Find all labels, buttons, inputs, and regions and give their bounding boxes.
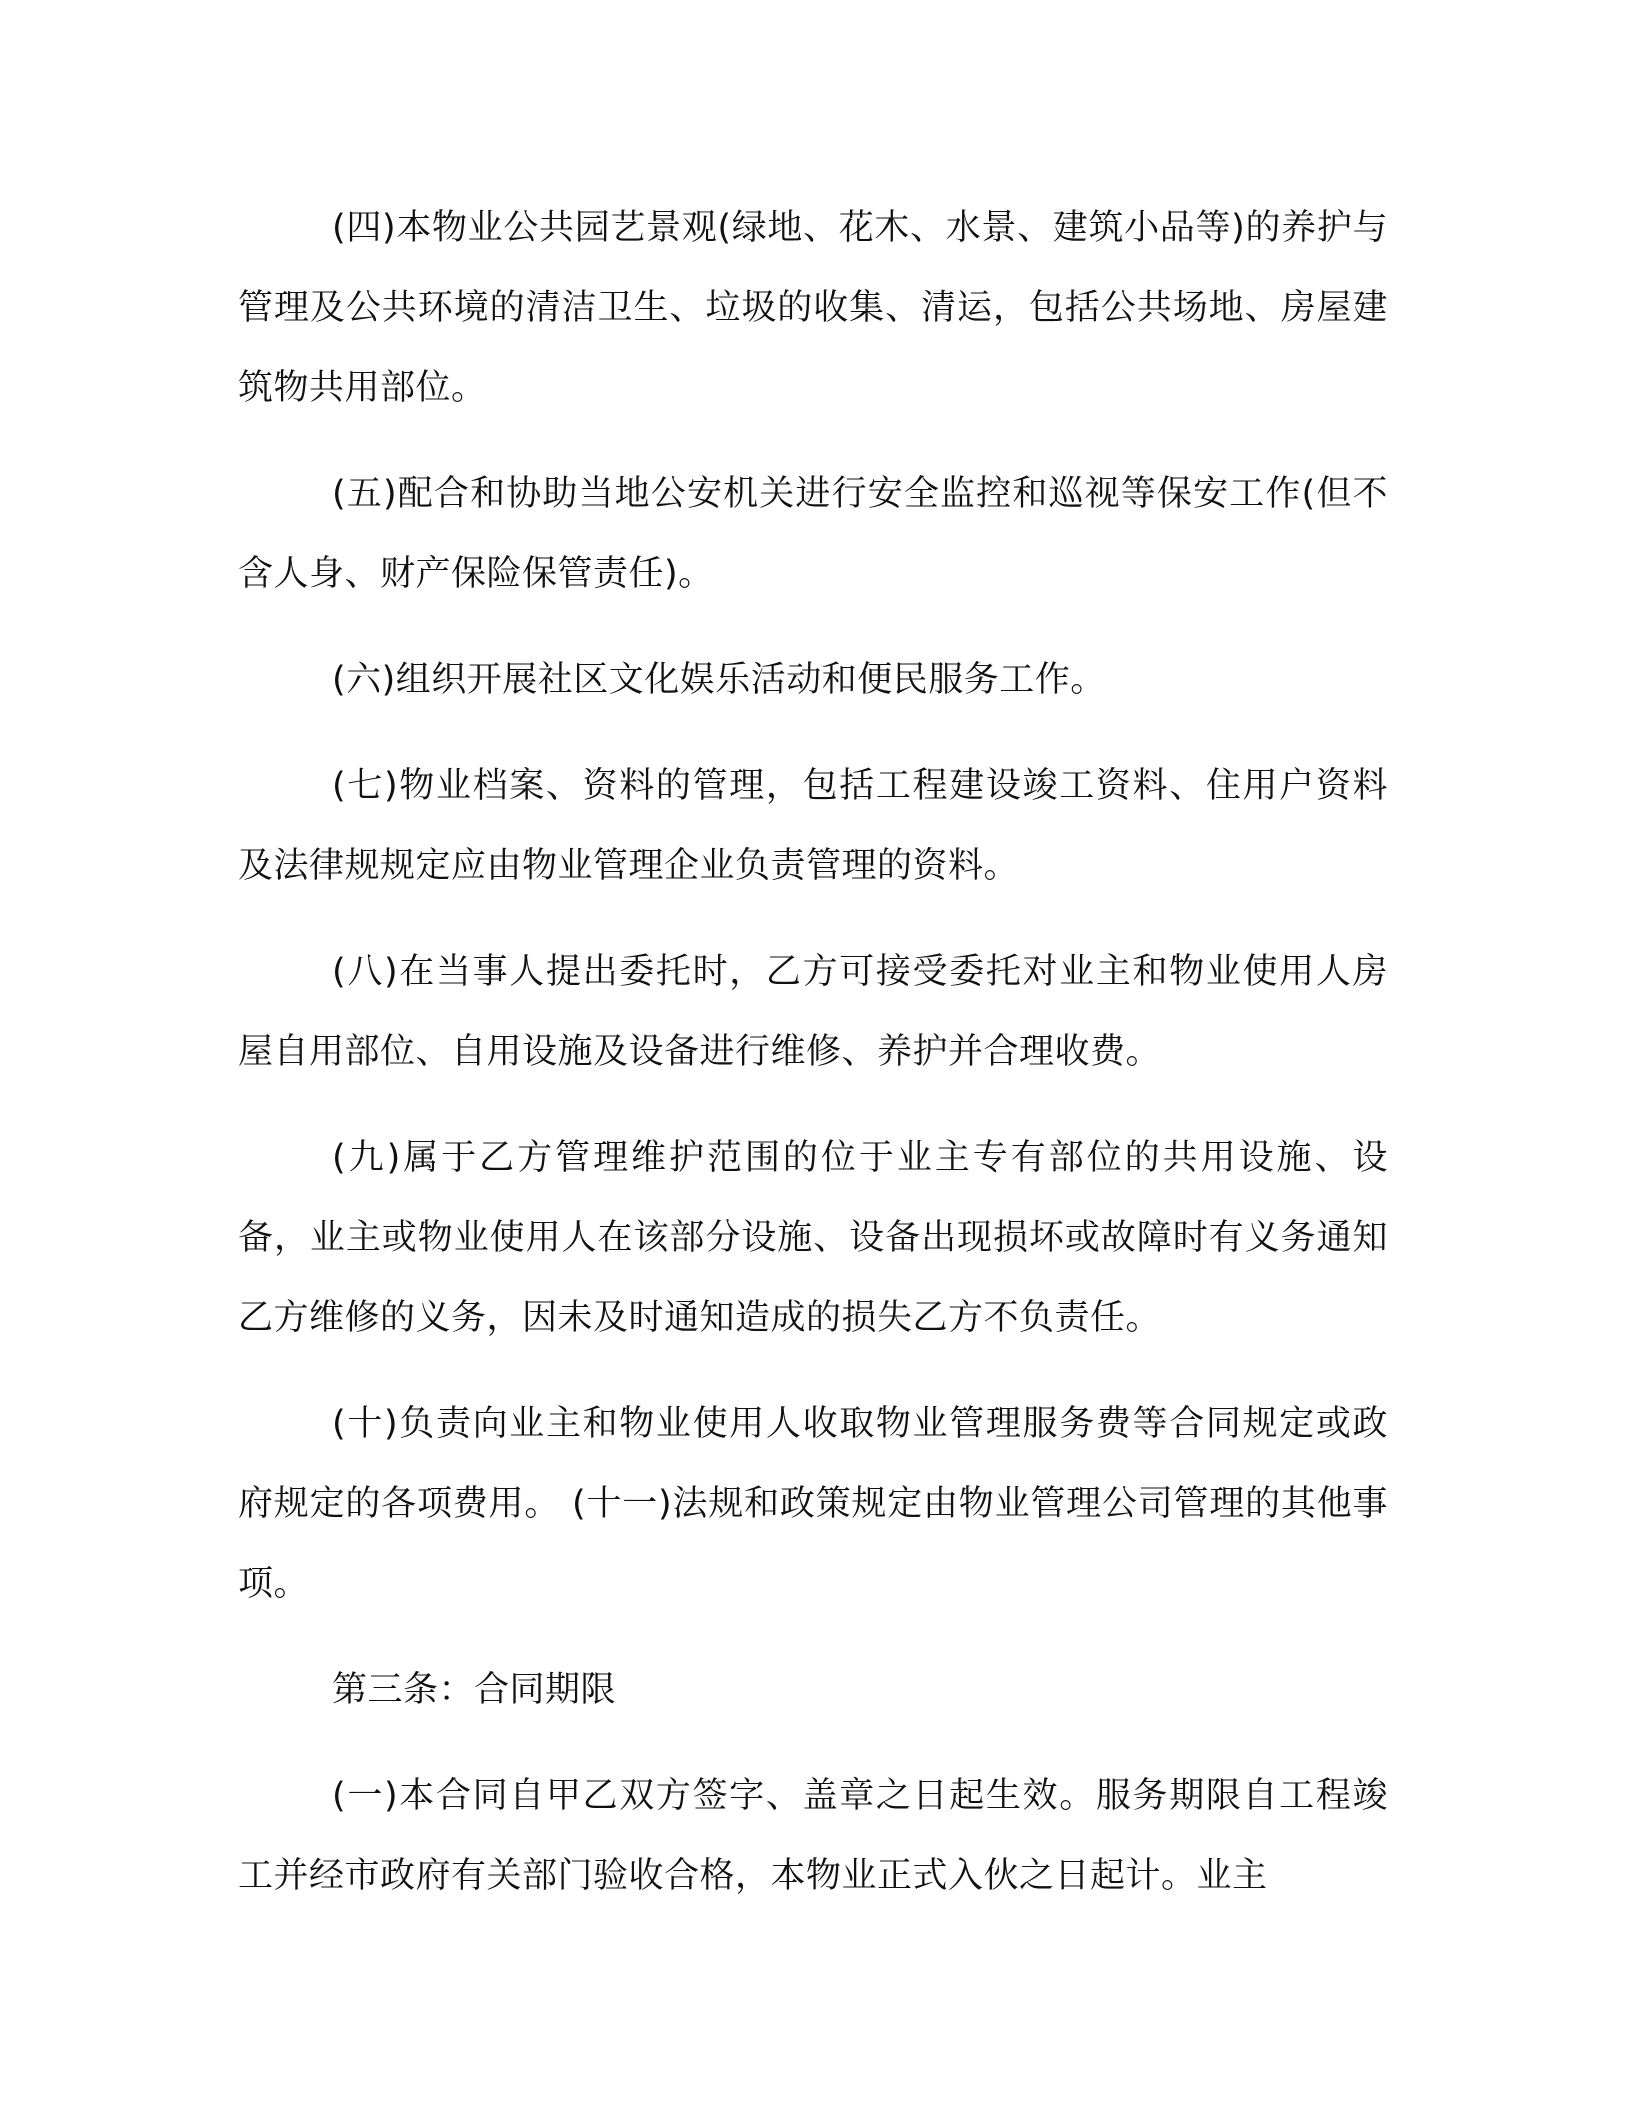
paragraph-9: (九)属于乙方管理维护范围的位于业主专有部位的共用设施、设备，业主或物业使用人在该部分设施、设备出现损坏或故障时有义务通知乙方维修的义务，因未及时通知造成的损失乙方不负责任。 — [238, 1138, 1388, 1338]
section-heading: 第三条：合同期限 — [332, 1670, 617, 1710]
paragraph-8: (八)在当事人提出委托时，乙方可接受委托对业主和物业使用人房屋自用部位、自用设施及设备进行维修、养护并合理收费。 — [238, 952, 1388, 1072]
document-body — [238, 188, 1388, 1942]
paragraph-5: (五)配合和协助当地公安机关进行安全监控和巡视等保安工作(但不含人身、财产保险保管责任)。 — [238, 474, 1388, 594]
paragraph-10-11: (十)负责向业主和物业使用人收取物业管理服务费等合同规定或政府规定的各项费用。 (十一)法规和政策规定由物业管理公司管理的其他事项。 — [238, 1404, 1388, 1604]
paragraph-7: (七)物业档案、资料的管理，包括工程建设竣工资料、住用户资料及法律规规定应由物业管理企业负责管理的资料。 — [238, 766, 1388, 886]
paragraph-6: (六)组织开展社区文化娱乐活动和便民服务工作。 — [332, 660, 1106, 700]
contract-term-paragraph-1: (一)本合同自甲乙双方签字、盖章之日起生效。服务期限自工程竣工并经市政府有关部门验收合格，本物业正式入伙之日起计。业主 — [238, 1776, 1388, 1896]
paragraph-4: (四)本物业公共园艺景观(绿地、花木、水景、建筑小品等)的养护与管理及公共环境的清洁卫生、垃圾的收集、清运，包括公共场地、房屋建筑物共用部位。 — [238, 208, 1388, 408]
